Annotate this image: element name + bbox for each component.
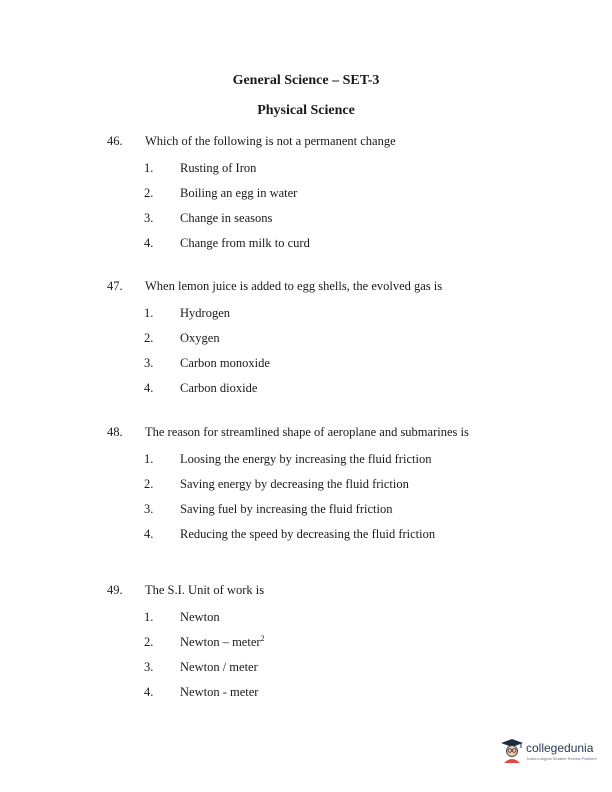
option-text: Change in seasons: [180, 211, 273, 225]
option-number: 4.: [144, 236, 154, 250]
question-text: The reason for streamlined shape of aeroplane and submarines is: [145, 425, 469, 439]
option-text: Newton / meter: [180, 660, 258, 674]
option-text: Change from milk to curd: [180, 236, 310, 250]
brand-name: collegedunia: [526, 741, 594, 755]
option-text: Reducing the speed by decreasing the fluid friction: [180, 527, 436, 541]
option-number: 4.: [144, 685, 154, 699]
option-text: Newton: [180, 610, 220, 624]
option-number: 1.: [144, 452, 154, 466]
option-text: Newton - meter: [180, 685, 259, 699]
option-text: Carbon monoxide: [180, 356, 270, 370]
option-text: Oxygen: [180, 331, 220, 345]
collegedunia-logo: [500, 738, 610, 766]
option-text: Saving fuel by increasing the fluid friction: [180, 502, 393, 516]
option-number: 2.: [144, 635, 154, 649]
option-text: Boiling an egg in water: [180, 186, 298, 200]
option-number: 4.: [144, 527, 154, 541]
question-number: 48.: [107, 425, 123, 439]
question-number: 49.: [107, 583, 123, 597]
option-number: 3.: [144, 660, 154, 674]
option-text: Loosing the energy by increasing the fluid friction: [180, 452, 432, 466]
option-number: 2.: [144, 477, 154, 491]
option-text: Saving energy by decreasing the fluid friction: [180, 477, 409, 491]
option-number: 3.: [144, 211, 154, 225]
brand-tagline: India's largest Student Review Platform: [527, 756, 597, 761]
option-text: Rusting of Iron: [180, 161, 257, 175]
option-number: 1.: [144, 306, 154, 320]
option-number: 1.: [144, 610, 154, 624]
option-text: [180, 635, 265, 650]
page-title: General Science – SET-3: [232, 73, 380, 88]
option-text-main: Newton – meter: [180, 635, 261, 649]
option-number: 4.: [144, 381, 154, 395]
option-text: Hydrogen: [180, 306, 230, 320]
option-number: 3.: [144, 356, 154, 370]
option-number: 2.: [144, 331, 154, 345]
option-number: 1.: [144, 161, 154, 175]
option-number: 2.: [144, 186, 154, 200]
graduate-mascot-icon: [500, 738, 524, 764]
option-number: 3.: [144, 502, 154, 516]
question-text: When lemon juice is added to egg shells, the evolved gas is: [145, 279, 443, 293]
question-text: The S.I. Unit of work is: [145, 583, 265, 597]
question-text: Which of the following is not a permanent change: [145, 134, 396, 148]
section-title: Physical Science: [257, 103, 355, 118]
question-number: 47.: [107, 279, 123, 293]
option-text: Carbon dioxide: [180, 381, 258, 395]
question-number: 46.: [107, 134, 123, 148]
superscript: 2: [260, 634, 265, 643]
